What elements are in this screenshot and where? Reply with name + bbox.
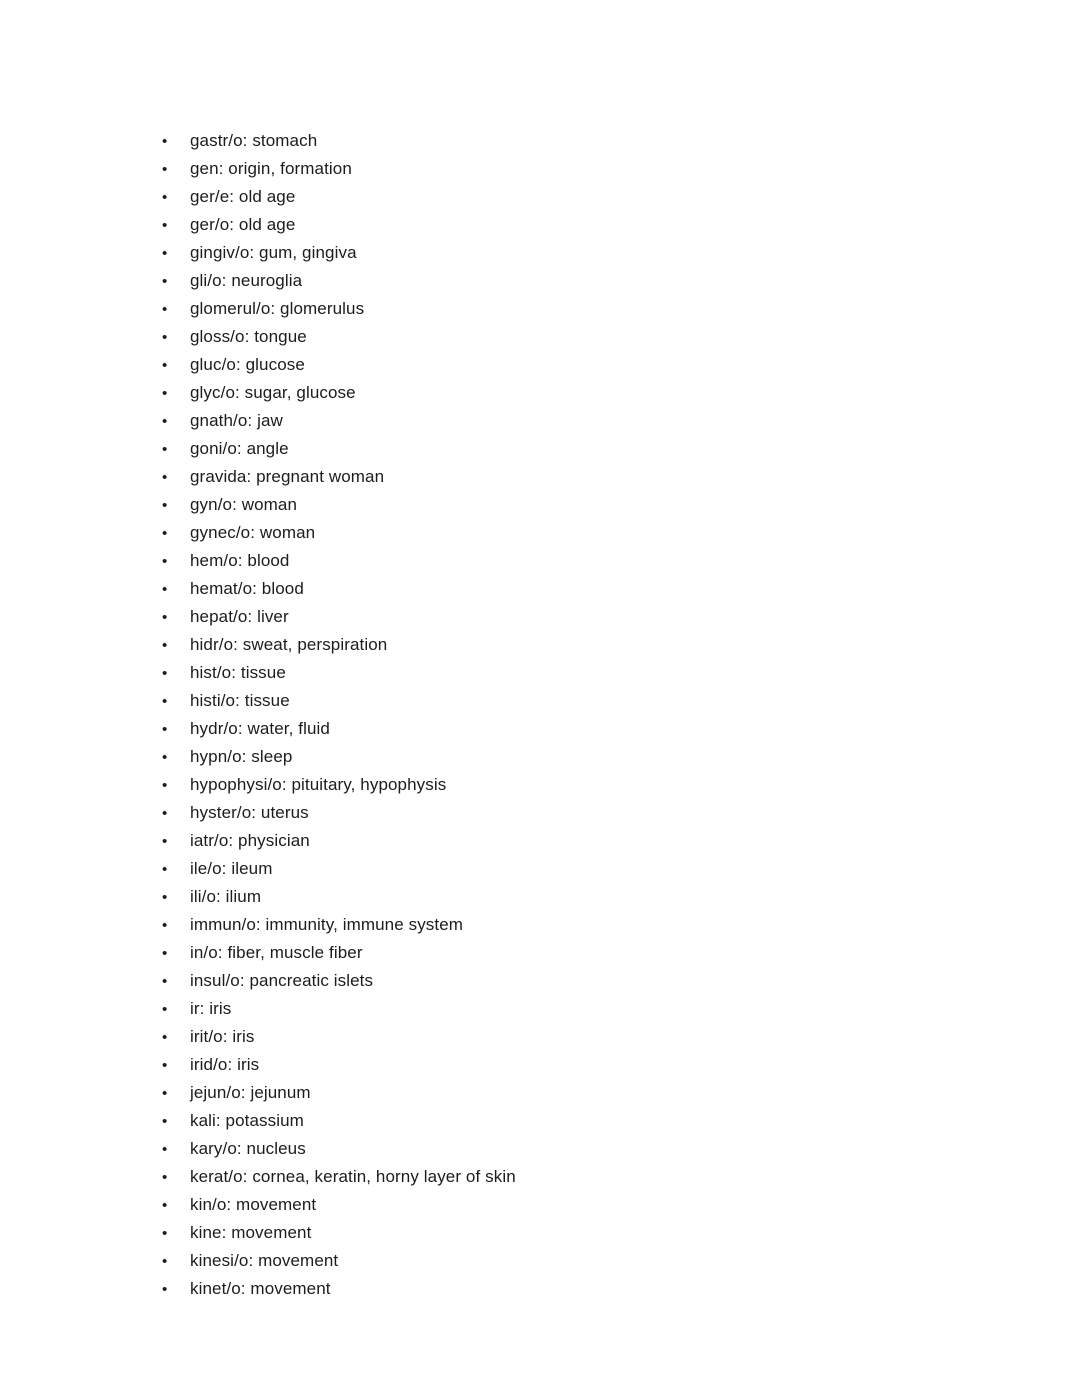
bullet-icon: • — [162, 553, 168, 570]
list-item — [162, 351, 516, 379]
bullet-icon: • — [162, 189, 168, 206]
list-item — [162, 1051, 516, 1079]
bullet-icon: • — [162, 1113, 168, 1130]
bullet-icon: • — [162, 1197, 168, 1214]
bullet-icon: • — [162, 1085, 168, 1102]
bullet-icon: • — [162, 1281, 168, 1298]
list-item — [162, 239, 516, 267]
combining-forms-list — [162, 127, 516, 1303]
list-item-text: kali: potassium — [190, 1111, 304, 1130]
bullet-icon: • — [162, 161, 168, 178]
bullet-icon: • — [162, 525, 168, 542]
list-item — [162, 575, 516, 603]
list-item — [162, 659, 516, 687]
list-item-text: hypn/o: sleep — [190, 747, 293, 766]
list-item-text: irid/o: iris — [190, 1055, 260, 1074]
list-item-text: hemat/o: blood — [190, 579, 304, 598]
list-item — [162, 967, 516, 995]
list-item — [162, 295, 516, 323]
bullet-icon: • — [162, 749, 168, 766]
bullet-icon: • — [162, 469, 168, 486]
bullet-icon: • — [162, 1141, 168, 1158]
list-item-text: hypophysi/o: pituitary, hypophysis — [190, 775, 447, 794]
list-item — [162, 1275, 516, 1303]
bullet-icon: • — [162, 609, 168, 626]
bullet-icon: • — [162, 273, 168, 290]
list-item-text: kinesi/o: movement — [190, 1251, 339, 1270]
list-item-text: glomerul/o: glomerulus — [190, 299, 365, 318]
list-item-text: hidr/o: sweat, perspiration — [190, 635, 388, 654]
bullet-icon: • — [162, 693, 168, 710]
bullet-icon: • — [162, 581, 168, 598]
list-item — [162, 1191, 516, 1219]
list-item-text: hist/o: tissue — [190, 663, 286, 682]
list-item-text: immun/o: immunity, immune system — [190, 915, 464, 934]
list-item-text: gluc/o: glucose — [190, 355, 305, 374]
list-item-text: hem/o: blood — [190, 551, 290, 570]
list-item-text: hyster/o: uterus — [190, 803, 309, 822]
bullet-icon: • — [162, 385, 168, 402]
bullet-icon: • — [162, 329, 168, 346]
list-item-text: gastr/o: stomach — [190, 131, 318, 150]
bullet-icon: • — [162, 1001, 168, 1018]
bullet-icon: • — [162, 217, 168, 234]
list-item-text: ile/o: ileum — [190, 859, 273, 878]
list-item — [162, 1247, 516, 1275]
list-item — [162, 939, 516, 967]
list-item — [162, 155, 516, 183]
list-item-text: in/o: fiber, muscle fiber — [190, 943, 363, 962]
list-item-text: histi/o: tissue — [190, 691, 290, 710]
list-item-text: irit/o: iris — [190, 1027, 255, 1046]
list-item — [162, 855, 516, 883]
list-item — [162, 687, 516, 715]
list-item — [162, 1135, 516, 1163]
list-item — [162, 743, 516, 771]
list-item — [162, 771, 516, 799]
bullet-icon: • — [162, 889, 168, 906]
bullet-icon: • — [162, 1253, 168, 1270]
bullet-icon: • — [162, 1169, 168, 1186]
list-item-text: gli/o: neuroglia — [190, 271, 303, 290]
list-item-text: gravida: pregnant woman — [190, 467, 385, 486]
list-item — [162, 1079, 516, 1107]
bullet-icon: • — [162, 1057, 168, 1074]
list-item — [162, 491, 516, 519]
list-item — [162, 1219, 516, 1247]
list-item — [162, 127, 516, 155]
list-item — [162, 827, 516, 855]
list-item — [162, 323, 516, 351]
list-item-text: goni/o: angle — [190, 439, 289, 458]
bullet-icon: • — [162, 945, 168, 962]
bullet-icon: • — [162, 861, 168, 878]
list-item-text: jejun/o: jejunum — [190, 1083, 311, 1102]
bullet-icon: • — [162, 973, 168, 990]
bullet-icon: • — [162, 637, 168, 654]
list-item-text: iatr/o: physician — [190, 831, 310, 850]
list-item-text: ir: iris — [190, 999, 232, 1018]
list-item — [162, 631, 516, 659]
list-item — [162, 1107, 516, 1135]
list-item — [162, 547, 516, 575]
list-item-text: hepat/o: liver — [190, 607, 289, 626]
bullet-icon: • — [162, 777, 168, 794]
bullet-icon: • — [162, 917, 168, 934]
bullet-icon: • — [162, 833, 168, 850]
list-item — [162, 379, 516, 407]
list-item-text: insul/o: pancreatic islets — [190, 971, 374, 990]
list-item — [162, 519, 516, 547]
list-item-text: gloss/o: tongue — [190, 327, 307, 346]
list-item — [162, 463, 516, 491]
bullet-icon: • — [162, 805, 168, 822]
list-item-text: gingiv/o: gum, gingiva — [190, 243, 357, 262]
list-item — [162, 183, 516, 211]
bullet-icon: • — [162, 245, 168, 262]
list-item — [162, 1163, 516, 1191]
list-item-text: kin/o: movement — [190, 1195, 317, 1214]
bullet-icon: • — [162, 133, 168, 150]
list-item — [162, 995, 516, 1023]
list-item — [162, 799, 516, 827]
list-item-text: gen: origin, formation — [190, 159, 352, 178]
bullet-icon: • — [162, 721, 168, 738]
bullet-icon: • — [162, 1029, 168, 1046]
list-item-text: gyn/o: woman — [190, 495, 298, 514]
bullet-icon: • — [162, 665, 168, 682]
list-item — [162, 715, 516, 743]
list-item-text: kinet/o: movement — [190, 1279, 331, 1298]
list-item — [162, 883, 516, 911]
list-item — [162, 407, 516, 435]
list-item-text: hydr/o: water, fluid — [190, 719, 330, 738]
list-item-text: glyc/o: sugar, glucose — [190, 383, 356, 402]
bullet-icon: • — [162, 497, 168, 514]
list-item — [162, 267, 516, 295]
list-item-text: gnath/o: jaw — [190, 411, 283, 430]
list-item-text: kerat/o: cornea, keratin, horny layer of skin — [190, 1167, 516, 1186]
list-item-text: kine: movement — [190, 1223, 312, 1242]
list-item-text: ili/o: ilium — [190, 887, 262, 906]
list-item — [162, 603, 516, 631]
bullet-icon: • — [162, 441, 168, 458]
list-item — [162, 211, 516, 239]
list-item — [162, 911, 516, 939]
bullet-icon: • — [162, 1225, 168, 1242]
list-item-text: ger/o: old age — [190, 215, 296, 234]
list-item-text: ger/e: old age — [190, 187, 296, 206]
list-item — [162, 435, 516, 463]
list-item-text: gynec/o: woman — [190, 523, 316, 542]
bullet-icon: • — [162, 357, 168, 374]
bullet-icon: • — [162, 301, 168, 318]
bullet-icon: • — [162, 413, 168, 430]
list-item-text: kary/o: nucleus — [190, 1139, 306, 1158]
list-item — [162, 1023, 516, 1051]
